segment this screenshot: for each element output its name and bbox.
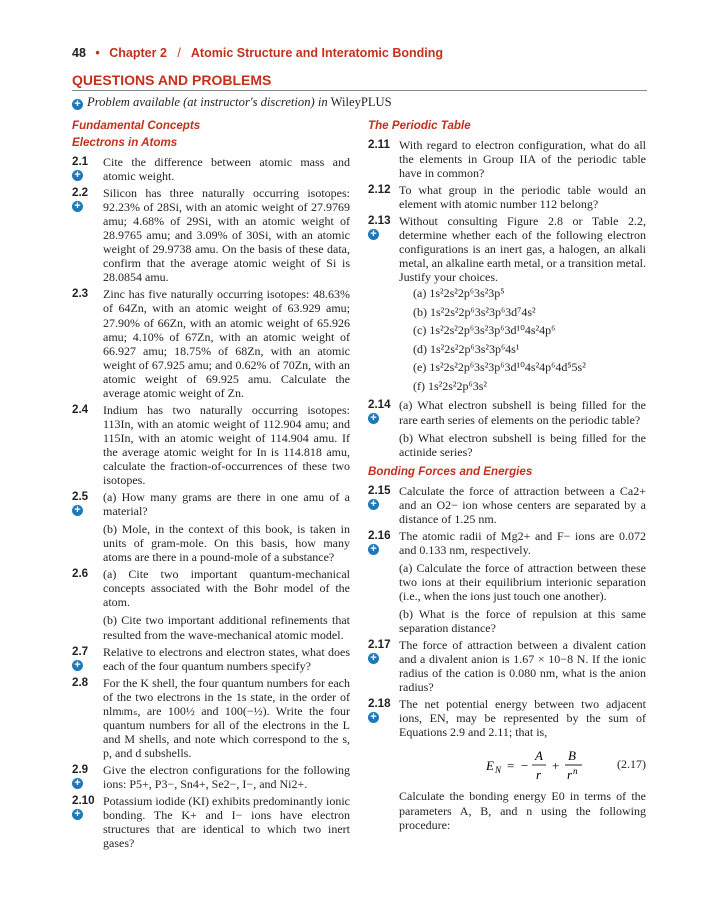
question-number: 2.17 — [368, 638, 391, 652]
wileyplus-plus-icon: + — [72, 809, 83, 820]
wileyplus-plus-icon: + — [72, 201, 83, 212]
question-text: Zinc has five naturally occurring isotopes: 48.63% of 64Zn, with an atomic weight of 63.929 amu; 27.90% of 66Zn, with an atomic weight of 65.926 amu; 4.10% of 67Zn, with an atomic weight of 66.927 amu; 18.75% of 68Zn, with an atomic weight of 67.925 amu; and 0.62% of 70Zn, with an atomic weight of 69.925 amu. Calculate the average atomic weight of Zn. — [103, 287, 350, 400]
question-part-a: (a) Cite two important quantum-mechanical concepts associated with the Bohr model of the atom. — [103, 567, 350, 610]
equation-number: (2.17) — [617, 757, 646, 772]
question-number: 2.14 — [368, 398, 391, 412]
wileyplus-plus-icon: + — [368, 229, 379, 240]
question-part-b: (b) What electron subshell is being filled for the actinide series? — [399, 430, 646, 459]
heading-periodic-table: The Periodic Table — [368, 119, 471, 132]
question-2-14 — [368, 398, 646, 458]
configuration-option: (a) 1s²2s²2p⁶3s²3p⁵ — [413, 286, 505, 301]
question-number: 2.4 — [72, 402, 89, 416]
question-number: 2.9 — [72, 762, 89, 776]
question-number: 2.13 — [368, 214, 391, 228]
question-number: 2.18 — [368, 697, 391, 711]
equation-2-17 — [368, 745, 646, 785]
question-number: 2.16 — [368, 528, 391, 542]
question-number: 2.1 — [72, 155, 89, 168]
question-part-a: (a) How many grams are there in one amu of a material? — [103, 490, 350, 519]
question-2-6 — [72, 567, 350, 641]
heading-fundamental: Fundamental Concepts — [72, 119, 201, 132]
question-part-a: (a) What electron subshell is being filled for the rare earth series of elements on the periodic table? — [399, 398, 646, 427]
question-2-2 — [72, 186, 350, 284]
wileyplus-plus-icon: + — [72, 170, 83, 181]
configuration-option: (e) 1s²2s²2p⁶3s²3p⁶3d¹⁰4s²4p⁶4d⁵5s² — [413, 360, 586, 375]
question-text: With regard to electron configuration, what do all the elements in Group IIA of the periodic table have in common? — [399, 138, 646, 181]
question-number: 2.5 — [72, 490, 89, 504]
question-2-8 — [72, 676, 350, 760]
question-text: Potassium iodide (KI) exhibits predominantly ionic bonding. The K+ and I− ions have electron structures that are identical to which two inert gases? — [103, 794, 350, 851]
question-number: 2.7 — [72, 644, 89, 658]
question-number: 2.2 — [72, 186, 89, 200]
question-2-12 — [368, 183, 646, 211]
eq-numerator-b: B — [568, 748, 576, 764]
eq-equals: = — [507, 758, 515, 774]
page-number: 48 — [72, 46, 86, 60]
question-2-10 — [72, 794, 350, 850]
wileyplus-plus-icon: + — [72, 778, 83, 789]
potential-energy-equation — [486, 745, 606, 785]
running-header — [72, 46, 443, 60]
eq-minus: − — [521, 758, 529, 774]
question-text: The net potential energy between two adjacent ions, EN, may be represented by the sum of Equations 2.9 and 2.11; that is, — [399, 697, 646, 740]
question-number: 2.15 — [368, 483, 391, 497]
configuration-option: (f) 1s²2s²2p⁶3s² — [413, 378, 487, 393]
question-2-16 — [368, 529, 646, 635]
question-number: 2.8 — [72, 675, 89, 689]
question-text: The force of attraction between a divalent cation and a divalent anion is 1.67 × 10−8 N. If the ionic radius of the cation is 0.080 nm, what is the anion radius? — [399, 638, 646, 695]
eq-lhs-sub: N — [495, 765, 502, 776]
question-2-1 — [72, 155, 350, 183]
wileyplus-plus-icon: + — [368, 413, 379, 424]
chapter-label: Chapter 2 — [109, 46, 167, 60]
eq-denominator-rn: r — [567, 767, 573, 783]
eq-plus: + — [552, 758, 560, 774]
configuration-option: (d) 1s²2s²2p⁶3s²3p⁶4s¹ — [413, 341, 520, 356]
configuration-option: (c) 1s²2s²2p⁶3s²3p⁶3d¹⁰4s²4p⁶ — [413, 323, 556, 338]
header-bullet: • — [95, 46, 100, 60]
question-text: Cite the difference between atomic mass and atomic weight. — [103, 155, 350, 184]
question-2-13 — [368, 214, 646, 395]
header-divider: / — [177, 46, 181, 60]
eq-denominator-r: r — [536, 767, 542, 783]
question-2-18 — [368, 697, 646, 739]
eq-lhs: E — [486, 758, 494, 774]
question-number: 2.3 — [72, 287, 89, 301]
subheading-electrons: Electrons in Atoms — [72, 136, 178, 149]
wileyplus-plus-icon: + — [72, 660, 83, 671]
question-2-7 — [72, 645, 350, 673]
question-number: 2.12 — [368, 183, 391, 197]
wileyplus-note — [72, 95, 392, 110]
note-text: Problem available (at instructor's discretion) in — [87, 95, 328, 109]
question-text: Without consulting Figure 2.8 or Table 2.2, determine whether each of the following electron configurations is an inert gas, a halogen, an alkali metal, an alkaline earth metal, or a transition metal. Justify your choices. — [399, 214, 646, 285]
chapter-title: Atomic Structure and Interatomic Bonding — [190, 46, 444, 60]
question-text: For the K shell, the four quantum numbers for each of the two electrons in the 1s state, in the order of nlmₗmₛ, are 100½ and 100(−½). Write the four quantum numbers for all of the electrons in the L and M shells, and note which correspond to the s, p, and d subshells. — [103, 675, 350, 760]
wileyplus-plus-icon: + — [368, 499, 379, 510]
question-2-11 — [368, 138, 646, 180]
subheading-bonding: Bonding Forces and Energies — [368, 464, 533, 478]
question-2-4 — [72, 403, 350, 487]
question-2-15 — [368, 484, 646, 526]
question-text: To what group in the periodic table would an element with atomic number 112 belong? — [399, 183, 646, 212]
question-text: Relative to electrons and electron states, what does each of the four quantum numbers specify? — [103, 644, 350, 673]
wileyplus-plus-icon: + — [368, 544, 379, 555]
question-number: 2.10 — [72, 794, 95, 808]
question-2-3 — [72, 287, 350, 399]
question-text: Calculate the force of attraction between a Ca2+ and an O2− ion whose centers are separated by a distance of 1.25 nm. — [399, 483, 646, 526]
question-2-5 — [72, 490, 350, 564]
question-number: 2.6 — [72, 567, 89, 581]
wileyplus-plus-icon: + — [368, 712, 379, 723]
title-rule — [72, 90, 647, 91]
wileyplus-plus-icon: + — [72, 505, 83, 516]
question-part-a: (a) Calculate the force of attraction between these two ions at their equilibrium interionic separation (i.e., when the ions just touch one another). — [399, 560, 646, 603]
question-part-b: (b) Cite two important additional refinements that resulted from the wave-mechanical atomic model. — [103, 613, 350, 642]
question-text: Give the electron configurations for the following ions: P5+, P3−, Sn4+, Se2−, I−, and Ni2+. — [103, 762, 350, 791]
question-part-b: (b) What is the force of repulsion at this same separation distance? — [399, 607, 646, 636]
question-2-17 — [368, 638, 646, 694]
question-2-9 — [72, 763, 350, 791]
eq-exponent-n: n — [573, 766, 578, 777]
question-2-18-continued: Calculate the bonding energy E0 in terms of the parameters A, B, and n using the following procedure: — [399, 789, 646, 832]
question-number: 2.11 — [368, 138, 390, 151]
eq-numerator-a: A — [535, 748, 543, 764]
configuration-option: (b) 1s²2s²2p⁶3s²3p⁶3d⁷4s² — [413, 304, 536, 319]
right-column — [368, 119, 646, 832]
question-part-b: (b) Mole, in the context of this book, is taken in units of gram-mole. On this basis, how many atoms are there in a pound-mole of a substance? — [103, 522, 350, 565]
left-column — [72, 119, 350, 853]
question-text: Indium has two naturally occurring isotopes: 113In, with an atomic weight of 112.904 amu; and 115In, with an atomic weight of 114.904 amu. If the average atomic weight for In is 114.818 amu, calculate the fraction-of-occurrences of these two isotopes. — [103, 402, 350, 488]
question-text: The atomic radii of Mg2+ and F− ions are 0.072 and 0.133 nm, respectively. — [399, 528, 646, 557]
section-title: QUESTIONS AND PROBLEMS — [72, 72, 272, 88]
note-brand: WileyPLUS — [330, 95, 392, 109]
wileyplus-plus-icon: + — [368, 653, 379, 664]
wileyplus-plus-icon: + — [72, 99, 83, 110]
question-text: Silicon has three naturally occurring isotopes: 92.23% of 28Si, with an atomic weight of 27.9769 amu; 4.68% of 29Si, with an atomic weight of 28.9765 amu; and 3.09% of 30Si, with an atomic weight of 29.9738 amu. On the basis of these data, confirm that the average atomic weight of Si is 28.0854 amu. — [103, 186, 350, 285]
